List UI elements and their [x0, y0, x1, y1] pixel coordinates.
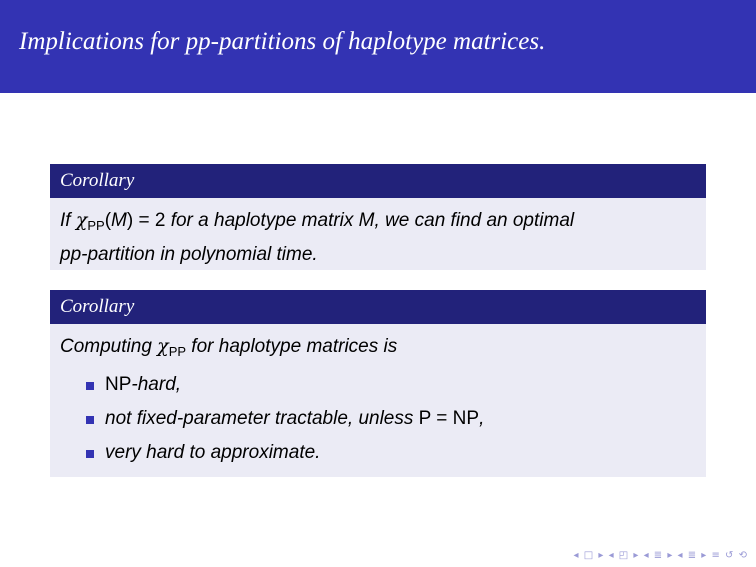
np-symbol: NP — [452, 408, 480, 429]
p-symbol: P — [418, 408, 432, 429]
text-prefix: Computing — [60, 336, 158, 357]
item-text: not fixed-parameter tractable, unless — [105, 408, 419, 429]
bullet-icon — [86, 416, 94, 424]
corollary-block-1 — [50, 164, 706, 270]
item-text: very hard to approximate. — [105, 442, 321, 463]
beamer-navigation-icons[interactable]: ◂ □ ▸ ◂ ◰ ▸ ◂ ≣ ▸ ◂ ≣ ▸ ≡ ↺ ⟲ — [573, 550, 748, 561]
corollary-body — [50, 324, 706, 470]
bullet-icon — [86, 382, 94, 390]
chi-symbol: χ — [157, 335, 169, 357]
bullet-icon — [86, 450, 94, 458]
paren-close: ) — [126, 210, 134, 231]
corollary-heading: Corollary — [50, 164, 706, 198]
slide-title: Implications for pp-partitions of haplotype matrices. — [19, 28, 546, 55]
chi-symbol: χ — [75, 209, 88, 231]
text-prefix: If — [60, 210, 76, 231]
text-suffix: for haplotype matrices is — [186, 336, 398, 357]
item-text: , — [479, 408, 485, 429]
corollary-line-2: pp-partition in polynomial time. — [60, 244, 318, 265]
corollary-heading: Corollary — [50, 290, 706, 324]
np-symbol: NP — [105, 374, 132, 395]
corollary-body — [50, 198, 706, 269]
equals-sign: = — [133, 210, 155, 231]
matrix-symbol: M — [111, 210, 127, 231]
equals-sign: = — [431, 408, 453, 429]
bullet-list — [60, 368, 696, 470]
corollary-block-2 — [50, 290, 706, 477]
text-suffix: for a haplotype matrix M, we can find an optimal — [165, 210, 575, 231]
list-item — [60, 402, 696, 436]
number-two: 2 — [154, 210, 166, 231]
slide-header — [0, 0, 756, 93]
subscript: PP — [87, 218, 105, 233]
corollary-line-1 — [60, 206, 696, 240]
subscript: PP — [168, 344, 187, 359]
list-item — [60, 368, 696, 402]
paren-open: ( — [104, 210, 112, 231]
corollary-lead — [60, 332, 696, 366]
list-item — [60, 436, 696, 470]
item-text: -hard, — [131, 374, 182, 395]
